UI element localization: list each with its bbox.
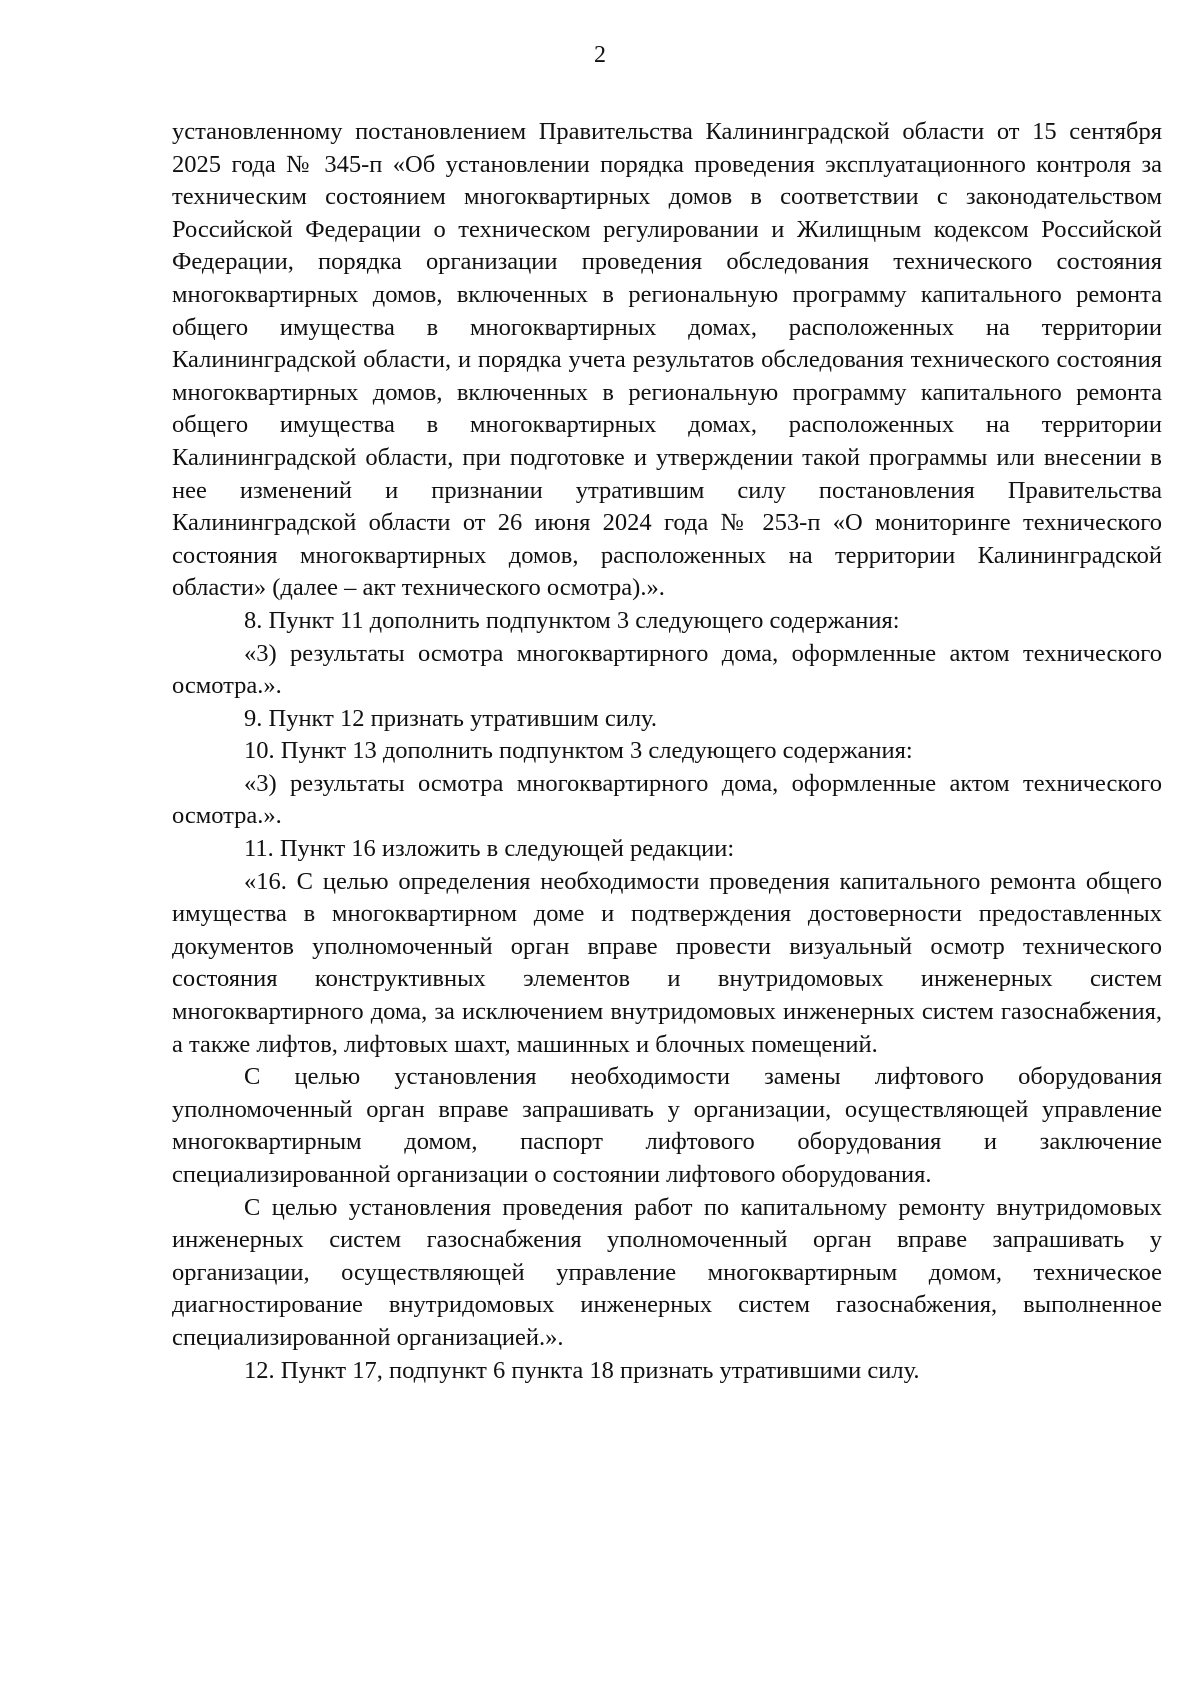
paragraph-8: «16. С целью определения необходимости проведения капитального ремонта общего имущества в многоквартирном доме и подтверждения достоверности предоставленных документов уполномоченный орган вправе провести визуальный осмотр технического состояния конструктивных элементов и внутридомовых инженерных систем многоквартирного дома, за исключением внутридомовых инженерных систем газоснабжения, а также лифтов, лифтовых шахт, машинных и блочных помещений.	[172, 867, 1162, 1058]
paragraph-7: 11. Пункт 16 изложить в следующей редакции:	[244, 835, 735, 863]
paragraph-3: «3) результаты осмотра многоквартирного дома, оформленные актом технического осмотра.».	[172, 639, 1162, 700]
paragraph-4: 9. Пункт 12 признать утратившим силу.	[244, 704, 657, 732]
paragraph-1: установленному постановлением Правительства Калининградской области от 15 сентября 2025 года № 345-п «Об установлении порядка проведения эксплуатационного контроля за техническим состоянием многоквартирных домов в соответствии с законодательством Российской Федерации о техническом регулировании и Жилищным кодексом Российской Федерации, порядка организации проведения обследования технического состояния многоквартирных домов, включенных в региональную программу капитального ремонта общего имущества в многоквартирных домах, расположенных на территории Калининградской области, и порядка учета результатов обследования технического состояния многоквартирных домов, включенных в региональную программу капитального ремонта общего имущества в многоквартирных домах, расположенных на территории Калининградской области, при подготовке и утверждении такой программы или внесении в нее изменений и признании утратившим силу постановления Правительства Калининградской области от 26 июня 2024 года № 253-п «О мониторинге технического состояния многоквартирных домов, расположенных на территории Калининградской области» (далее – акт технического осмотра).».	[172, 118, 1162, 602]
paragraph-6: «3) результаты осмотра многоквартирного дома, оформленные актом технического осмотра.».	[172, 769, 1162, 830]
paragraph-5: 10. Пункт 13 дополнить подпунктом 3 следующего содержания:	[244, 737, 913, 765]
page-number: 2	[594, 42, 606, 68]
paragraph-10: С целью установления проведения работ по капитальному ремонту внутридомовых инженерных систем газоснабжения уполномоченный орган вправе запрашивать у организации, осуществляющей управление многоквартирным домом, техническое диагностирование внутридомовых инженерных систем газоснабжения, выполненное специализированной организацией.».	[172, 1193, 1162, 1351]
paragraph-11: 12. Пункт 17, подпункт 6 пункта 18 признать утратившими силу.	[244, 1356, 920, 1384]
document-body	[172, 116, 1162, 1387]
paragraph-2: 8. Пункт 11 дополнить подпунктом 3 следующего содержания:	[244, 606, 900, 634]
paragraph-9: С целью установления необходимости замены лифтового оборудования уполномоченный орган вправе запрашивать у организации, осуществляющей управление многоквартирным домом, паспорт лифтового оборудования и заключение специализированной организации о состоянии лифтового оборудования.	[172, 1063, 1162, 1188]
